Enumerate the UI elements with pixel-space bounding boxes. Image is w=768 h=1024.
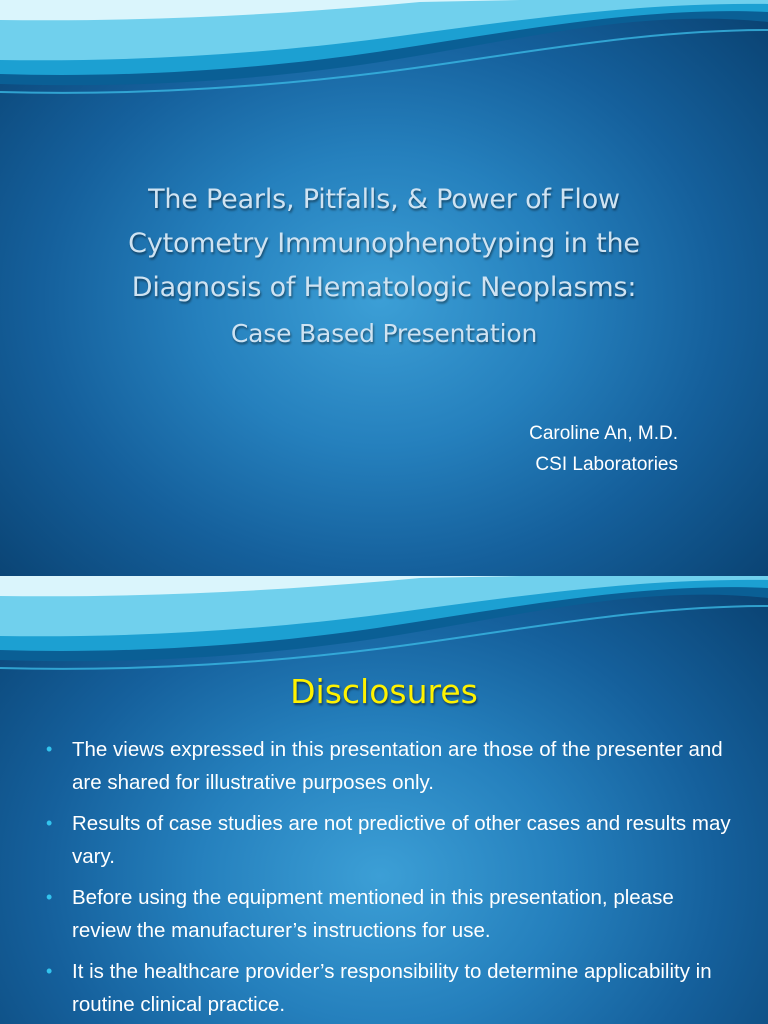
bullet-text: It is the healthcare provider’s responsibility to determine applicability in routine clinical practice. (72, 960, 712, 1016)
title-line-3: Diagnosis of Hematologic Neoplasms: (131, 272, 637, 303)
bullet-dot-icon: • (46, 887, 53, 907)
presentation-subtitle: Case Based Presentation (230, 319, 538, 348)
wave-decoration (0, 576, 768, 686)
list-item (44, 881, 734, 947)
bullet-dot-icon: • (46, 739, 53, 759)
disclosures-list (44, 733, 734, 1024)
bullet-text: Results of case studies are not predictive of other cases and results may vary. (72, 812, 731, 868)
title-line-2: Cytometry Immunophenotyping in the (128, 228, 640, 259)
list-item (44, 807, 734, 873)
presentation-title (40, 178, 728, 356)
bullet-dot-icon: • (46, 813, 53, 833)
list-item (44, 955, 734, 1021)
list-item (44, 733, 734, 799)
bullet-text: The views expressed in this presentation are those of the presenter and are shared for illustrative purposes only. (72, 738, 723, 794)
bullet-dot-icon: • (46, 961, 53, 981)
author-info (529, 418, 678, 480)
wave-decoration (0, 0, 768, 110)
author-name: Caroline An, M.D. (529, 423, 678, 444)
disclosures-heading: Disclosures (290, 672, 478, 711)
disclosures-slide (0, 576, 768, 1024)
title-line-1: The Pearls, Pitfalls, & Power of Flow (148, 184, 620, 215)
bullet-text: Before using the equipment mentioned in this presentation, please review the manufacturer’s instructions for use. (72, 886, 674, 942)
author-organization: CSI Laboratories (535, 454, 678, 475)
